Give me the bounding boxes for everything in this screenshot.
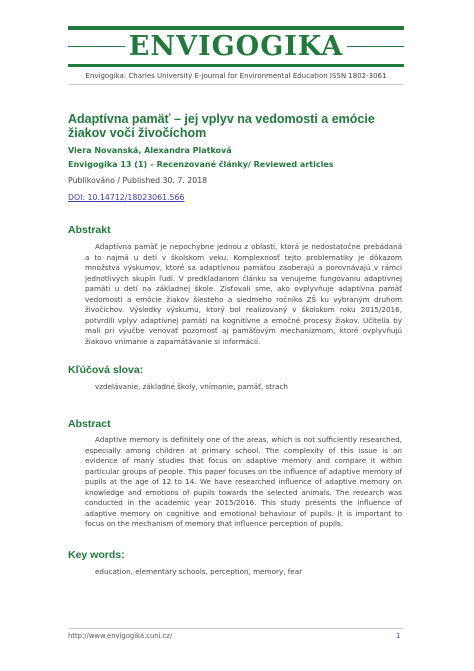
key-words-heading: Key words:	[68, 549, 125, 561]
footer-divider	[68, 628, 404, 629]
article-issue: Envigogika 13 (1) – Recenzované články/ Reviewed articles	[68, 160, 334, 169]
abstract-heading: Abstract	[68, 418, 111, 430]
journal-logo: ENVIGOGIKA	[68, 31, 404, 63]
header-divider	[68, 84, 404, 85]
publication-date: Publikováno / Published 30. 7. 2018	[68, 176, 208, 185]
doi-link[interactable]: DOI: 10.14712/18023061.566	[68, 193, 185, 202]
klucove-slova-heading: Kľúčová slova:	[68, 364, 144, 376]
page-number: 1	[396, 632, 401, 640]
masthead-top-rule	[68, 26, 404, 30]
journal-masthead	[68, 26, 404, 68]
key-words-text: education, elementary schools, perception, memory, fear	[95, 567, 303, 576]
article-title: Adaptívna pamäť – jej vplyv na vedomosti a emócie žiakov voči živočíchom	[68, 112, 375, 140]
article-authors: Viera Novanská, Alexandra Platková	[68, 146, 232, 155]
klucove-slova-text: vzdelávanie, základné školy, vnímanie, pamäť, strach	[95, 382, 288, 391]
abstrakt-heading: Abstrakt	[68, 224, 111, 236]
masthead-bottom-rule	[68, 64, 404, 67]
abstrakt-text: Adaptívna pamäť je nepochybne jednou z oblastí, ktorá je nedostatočne prebádaná a to najmä u detí v školskom veku. Komplexnosť tejto problematiky je dôkazom množstva výskumov, ktoré sa adaptívnou pamäťou zaoberajú a porovnávajú v rámci jednotlivých skupín ľudí. V predkladanom článku sa venujeme fungovaniu adaptívnej pamäti u detí na základnej škole. Zisťovali sme, ako ovplyvňuje adaptívna pamäť vedomosti a emócie žiakov šiesteho a siedmeho ročníka ZŠ ku vybraným druhom živočíchov. Výsledky výskumu, ktorý bol realizovaný v školskom roku 2015/2016, potvrdili vplyv adaptívnej pamäti na kognitívne a emočné procesy žiakov. Učitelia by mali pri výučbe venovať pozornosť aj pamäťovým mechanizmom, ktoré ovplyvňujú žiakovo vnímanie a zapamätávanie si informácií.	[85, 242, 402, 346]
footer-url: http://www.envigogika.cuni.cz/	[68, 632, 173, 640]
journal-info-line: Envigogika: Charles University E-journal for Environmental Education ISSN 1802-3061	[85, 72, 387, 80]
abstract-text: Adaptive memory is definitely one of the areas, which is not sufficiently researched, especially among children at primary school. The complexity of this issue is an evidence of many studies that focus on adaptive memory and compare it within particular groups of people. This paper focuses on the influence of adaptive memory of pupils at the age of 12 to 14. We have researched influence of adaptive memory on knowledge and emotions of pupils towards the selected animals. The research was conducted in the academic year 2015/2016. This study presents the influence of adaptive memory on cognitive and emotional behaviour of pupils. It is important to focus on the mechanism of memory that influence perception of pupils.	[85, 435, 402, 528]
